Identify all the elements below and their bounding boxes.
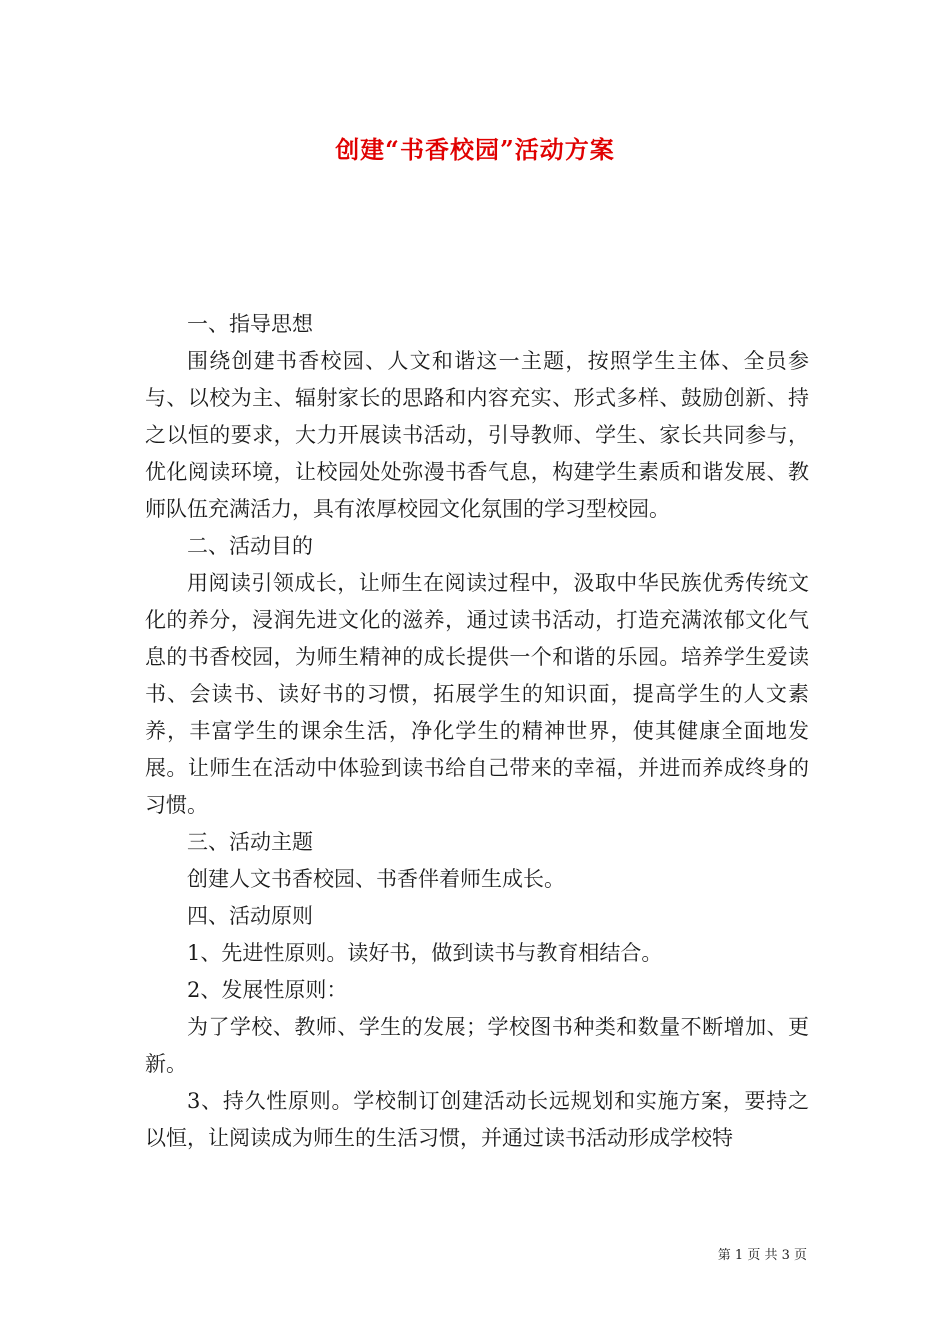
paragraph: 围绕创建书香校园、人文和谐这一主题，按照学生主体、全员参与、以校为主、辐射家长的思路和内容充实、形式多样、鼓励创新、持之以恒的要求，大力开展读书活动，引导教师、学生、家长共同参与，优化阅读环境，让校园处处弥漫书香气息，构建学生素质和谐发展、教师队伍充满活力，具有浓厚校园文化氛围的学习型校园。 (145, 349, 809, 521)
document-title: 创建“书香校园”活动方案 (335, 135, 615, 164)
paragraph: 1、先进性原则。读好书，做到读书与教育相结合。 (187, 941, 663, 965)
paragraph: 3、持久性原则。学校制订创建活动长远规划和实施方案，要持之以恒，让阅读成为师生的生活习惯，并通过读书活动形成学校特 (145, 1089, 809, 1150)
section-heading: 四、活动原则 (187, 904, 313, 928)
paragraph: 创建人文书香校园、书香伴着师生成长。 (187, 867, 565, 891)
document-body (145, 306, 809, 1157)
section-heading: 一、指导思想 (187, 312, 313, 336)
section-heading: 二、活动目的 (187, 534, 313, 558)
paragraph: 用阅读引领成长，让师生在阅读过程中，汲取中华民族优秀传统文化的养分，浸润先进文化的滋养，通过读书活动，打造充满浓郁文化气息的书香校园，为师生精神的成长提供一个和谐的乐园。培养学生爱读书、会读书、读好书的习惯，拓展学生的知识面，提高学生的人文素养，丰富学生的课余生活，净化学生的精神世界，使其健康全面地发展。让师生在活动中体验到读书给自己带来的幸福，并进而养成终身的习惯。 (145, 571, 809, 817)
section-heading: 三、活动主题 (187, 830, 313, 854)
page-number: 第 1 页 共 3 页 (717, 1248, 807, 1263)
paragraph: 2、发展性原则： (187, 978, 348, 1002)
paragraph: 为了学校、教师、学生的发展；学校图书种类和数量不断增加、更新。 (145, 1015, 809, 1076)
